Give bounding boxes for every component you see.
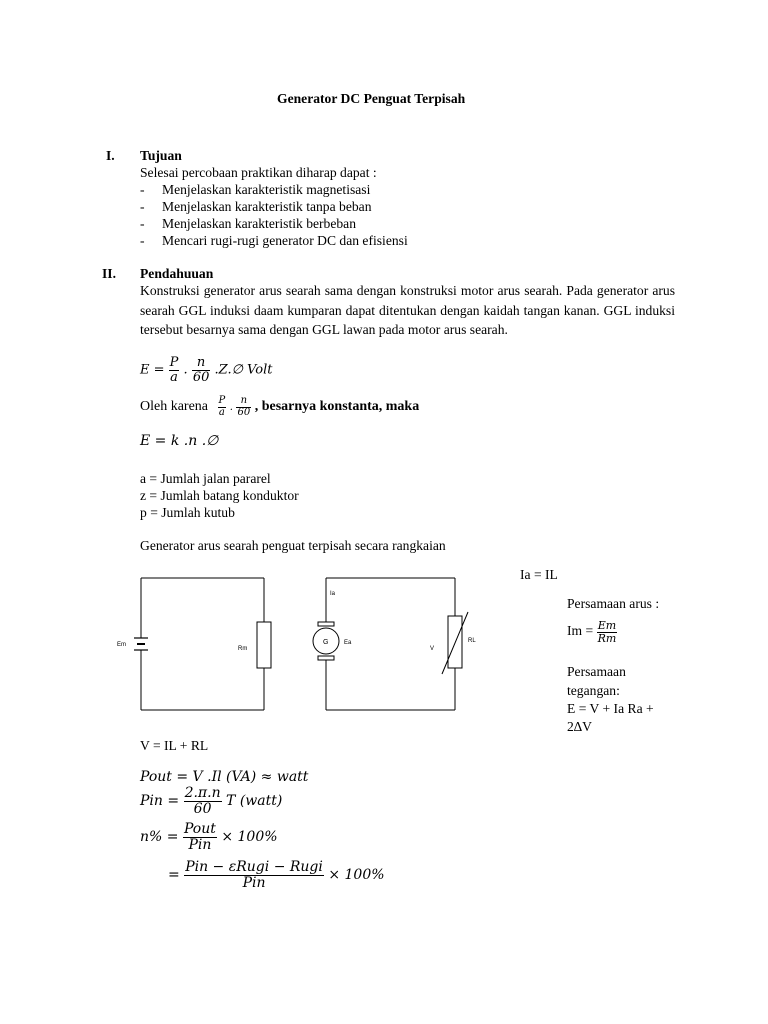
- voltage-label: V: [430, 646, 435, 652]
- current-label: Ia: [330, 591, 336, 597]
- frac-num: Em: [597, 619, 617, 632]
- formula-emf-short: E = k .n .∅: [140, 433, 219, 449]
- list-item-text: Menjelaskan karakteristik tanpa beban: [162, 199, 372, 214]
- frac-den: a: [170, 369, 178, 385]
- section-2-heading: Pendahuuan: [140, 266, 214, 281]
- definition-z: z = Jumlah batang konduktor: [140, 488, 299, 503]
- bullet-dash: -: [140, 199, 145, 214]
- frac-num: 2.π.n: [184, 785, 221, 801]
- section-2-number: II.: [102, 266, 116, 281]
- list-item-text: Menjelaskan karakteristik berbeban: [162, 216, 357, 231]
- frac-num: n: [236, 396, 251, 408]
- frac-num: Pout: [183, 821, 216, 837]
- generator-label: G: [323, 639, 329, 646]
- persamaan-tegangan-2: tegangan:: [567, 683, 620, 698]
- oleh-karena-text: Oleh karena: [140, 399, 209, 415]
- konstanta-text: , besarnya konstanta, maka: [254, 399, 420, 415]
- frac-den: 60: [192, 369, 210, 385]
- frac-den: Rm: [597, 631, 617, 645]
- eff-lhs: n% =: [140, 829, 179, 846]
- ia-equals-il: Ia = IL: [520, 567, 558, 582]
- pin-equation: [140, 786, 282, 816]
- definition-a: a = Jumlah jalan pararel: [140, 471, 271, 486]
- efficiency-equation-2: [168, 860, 385, 890]
- pout-equation: Pout = V .Il (VA) ≈ watt: [140, 769, 309, 785]
- section-1-intro: Selesai percobaan praktikan diharap dapat :: [140, 165, 377, 180]
- eff2-rest: × 100%: [328, 867, 385, 884]
- page-title: Generator DC Penguat Terpisah: [277, 91, 466, 106]
- frac-den: Pin: [188, 836, 212, 853]
- section-1-number: I.: [106, 148, 115, 163]
- list-item: [140, 233, 408, 249]
- circuit-intro: Generator arus searah penguat terpisah secara rangkaian: [140, 538, 446, 553]
- list-item-text: Menjelaskan karakteristik magnetisasi: [162, 182, 371, 197]
- pin-rest: T (watt): [226, 793, 283, 810]
- section-2-paragraph: Konstruksi generator arus searah sama dengan konstruksi motor arus searah. Pada generator arus searah GGL induksi daam kumparan dapat ditentukan dengan kaidah tangan kanan. GGL induksi tersebut besarnya sama dengan GGL lawan pada motor arus searah.: [140, 283, 675, 337]
- frac-num: P: [218, 395, 226, 406]
- formula-emf-rest: .Z.∅ Volt: [214, 362, 273, 378]
- definition-p: p = Jumlah kutub: [140, 505, 235, 520]
- eff-rest: × 100%: [221, 829, 278, 846]
- frac-num: Pin − εRugi − Rugi: [185, 859, 323, 875]
- bullet-dash: -: [140, 216, 145, 231]
- v-equation: V = IL + RL: [140, 738, 209, 753]
- bullet-dash: -: [140, 182, 145, 197]
- oleh-karena-line: Oleh karena $\frac{P}{a}$ . $\frac{n}{60}$ , besarnya konstanta, maka: [140, 395, 420, 418]
- frac-den: 60: [193, 800, 212, 817]
- generator-side-label: Ea: [344, 640, 352, 646]
- persamaan-arus: Persamaan arus :: [567, 596, 660, 611]
- section-1-heading: Tujuan: [140, 148, 182, 163]
- pin-lhs: Pin =: [140, 793, 180, 810]
- e-equation: E = V + Ia Ra +: [567, 701, 654, 716]
- list-item: [140, 199, 372, 215]
- list-item-text: Mencari rugi-rugi generator DC dan efisiensi: [162, 233, 408, 248]
- formula-dot: .: [183, 362, 188, 378]
- persamaan-tegangan-1: Persamaan: [567, 664, 626, 679]
- eff2-lhs: =: [168, 867, 180, 884]
- frac-den: Pin: [242, 874, 266, 891]
- list-item: [140, 216, 356, 232]
- frac-num: n: [192, 356, 211, 371]
- field-resistor-label: Rm: [238, 646, 248, 652]
- list-item: [140, 182, 370, 198]
- source-label: Em: [117, 642, 126, 648]
- frac-den: a: [218, 406, 225, 418]
- circuit-diagram: [112, 570, 510, 722]
- frac-den: 60: [237, 406, 251, 418]
- frac-num: P: [169, 355, 179, 370]
- efficiency-equation: [140, 822, 278, 852]
- im-lhs: Im: [567, 623, 583, 639]
- formula-emf: [140, 356, 272, 384]
- bullet-dash: -: [140, 233, 145, 248]
- e-equation-cont: 2∆V: [567, 719, 592, 734]
- im-formula: Im = $\frac{Em}{Rm}$: [567, 619, 617, 645]
- load-label: RL: [468, 638, 476, 644]
- formula-emf-lhs: E =: [140, 362, 165, 378]
